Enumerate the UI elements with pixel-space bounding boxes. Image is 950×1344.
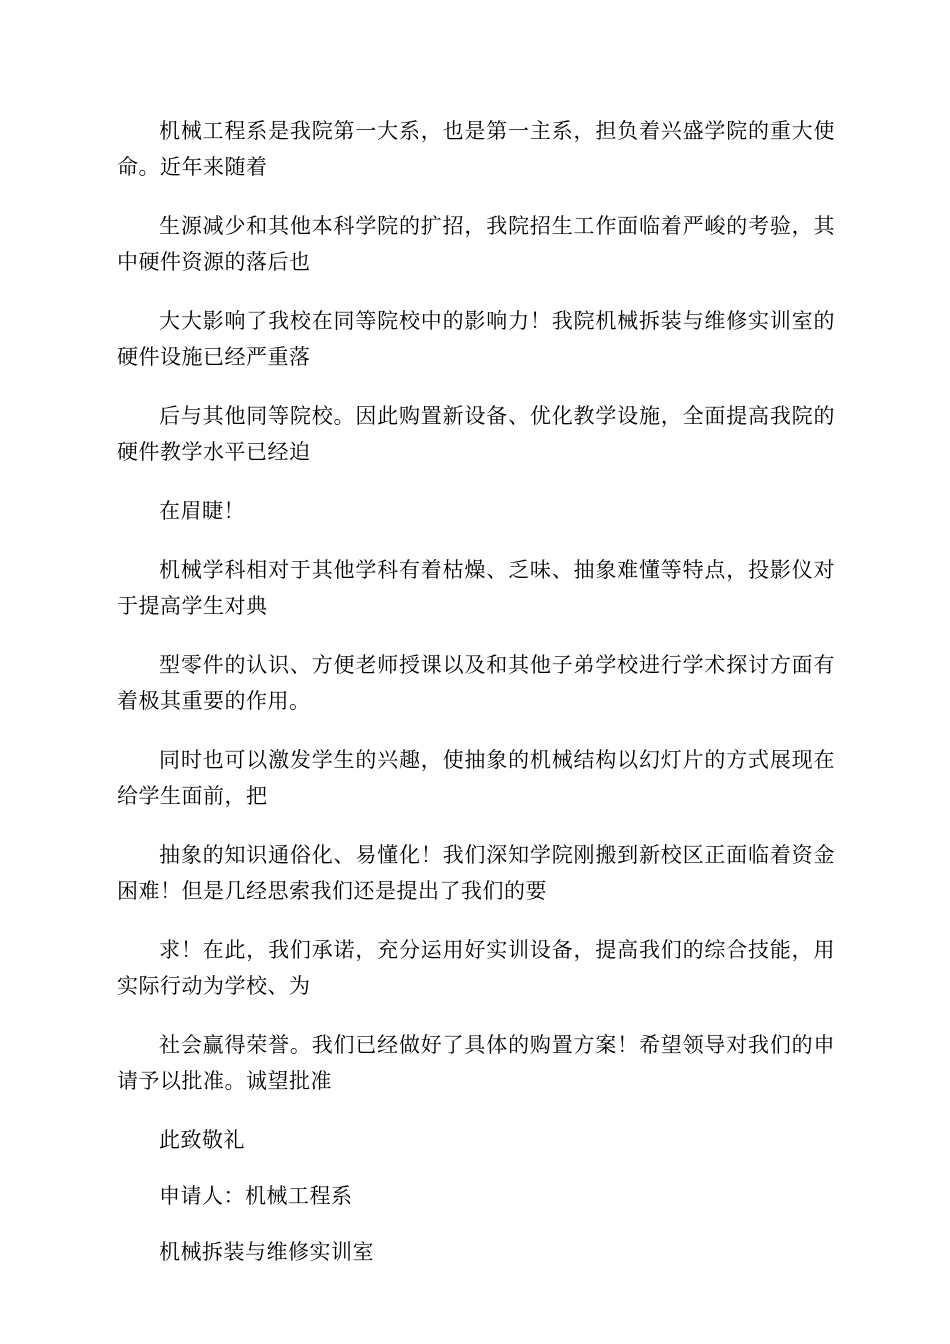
paragraph-6: 机械学科相对于其他学科有着枯燥、乏味、抽象难懂等特点，投影仪对于提高学生对典: [117, 558, 835, 618]
applicant-lab: 机械拆装与维修实训室: [159, 1240, 374, 1264]
paragraph-10: 求！在此，我们承诺，充分运用好实训设备，提高我们的综合技能，用实际行动为学校、为: [117, 938, 835, 998]
paragraph-11: 社会赢得荣誉。我们已经做好了具体的购置方案！希望领导对我们的申请予以批准。诚望批准: [117, 1033, 835, 1093]
document-body: [117, 113, 835, 1270]
paragraph-8: 同时也可以激发学生的兴趣，使抽象的机械结构以幻灯片的方式展现在给学生面前，把: [117, 748, 835, 808]
paragraph-1: 机械工程系是我院第一大系，也是第一主系，担负着兴盛学院的重大使命。近年来随着: [117, 119, 835, 179]
closing-salutation: 此致敬礼: [159, 1128, 245, 1152]
paragraph-4: 后与其他同等院校。因此购置新设备、优化教学设施，全面提高我院的硬件教学水平已经迫: [117, 404, 835, 464]
paragraph-2: 生源减少和其他本科学院的扩招，我院招生工作面临着严峻的考验，其中硬件资源的落后也: [117, 214, 835, 274]
paragraph-9: 抽象的知识通俗化、易懂化！我们深知学院刚搬到新校区正面临着资金困难！但是几经思索我们还是提出了我们的要: [117, 843, 835, 903]
paragraph-5: 在眉睫！: [159, 499, 245, 523]
applicant-line: 申请人：机械工程系: [159, 1184, 353, 1208]
paragraph-3: 大大影响了我校在同等院校中的影响力！我院机械拆装与维修实训室的硬件设施已经严重落: [117, 309, 835, 369]
paragraph-7: 型零件的认识、方便老师授课以及和其他子弟学校进行学术探讨方面有着极其重要的作用。: [117, 653, 835, 713]
